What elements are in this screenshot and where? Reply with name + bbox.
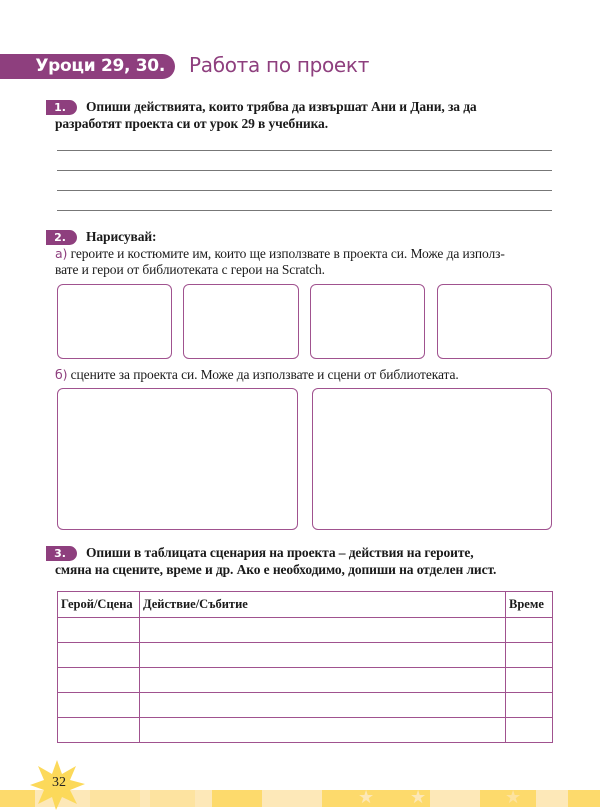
cell-time[interactable] <box>506 643 553 668</box>
footer-decorative-band <box>0 790 600 807</box>
column-header-hero-scene: Герой/Сцена <box>58 592 140 618</box>
column-header-action-event: Действие/Събитие <box>140 592 506 618</box>
task-1-text-line2: разработят проекта си от урок 29 в учебника. <box>55 116 328 131</box>
cell-hero-scene[interactable] <box>58 618 140 643</box>
task-1-text-line1: Опиши действията, които трябва да извършат Ани и Дани, за да <box>86 99 477 114</box>
scenario-table <box>57 591 553 743</box>
part-a-letter: а) <box>55 246 68 261</box>
part-b-letter: б) <box>55 367 68 382</box>
task-2-badge: 2. <box>46 230 77 245</box>
part-a-text: героите и костюмите им, които ще използвате в проекта си. Може да използ- <box>67 246 505 261</box>
scene-drawing-box-2[interactable] <box>312 388 552 530</box>
band-star-icon: ★ <box>505 790 522 807</box>
task-2-heading: Нарисувай: <box>86 229 157 244</box>
scene-drawing-box-1[interactable] <box>57 388 298 530</box>
answer-line-3[interactable] <box>57 190 552 191</box>
task-3-badge: 3. <box>46 546 77 561</box>
cell-time[interactable] <box>506 718 553 743</box>
cell-action-event[interactable] <box>140 693 506 718</box>
answer-line-2[interactable] <box>57 170 552 171</box>
cell-time[interactable] <box>506 618 553 643</box>
cell-hero-scene[interactable] <box>58 643 140 668</box>
cell-hero-scene[interactable] <box>58 668 140 693</box>
page-number: 32 <box>52 775 66 790</box>
answer-line-4[interactable] <box>57 210 552 211</box>
answer-line-1[interactable] <box>57 150 552 151</box>
cell-time[interactable] <box>506 693 553 718</box>
cell-time[interactable] <box>506 668 553 693</box>
table-row <box>58 643 553 668</box>
hero-drawing-box-2[interactable] <box>183 284 299 359</box>
task-2b-text <box>55 367 459 383</box>
task-3-text-line1: Опиши в таблицата сценария на проекта – действия на героите, <box>86 545 474 560</box>
cell-action-event[interactable] <box>140 668 506 693</box>
table-row <box>58 693 553 718</box>
hero-drawing-box-3[interactable] <box>310 284 425 359</box>
table-row <box>58 618 553 643</box>
cell-action-event[interactable] <box>140 718 506 743</box>
task-2a-text-line2: вате и герои от библиотеката с герои на Scratch. <box>55 262 325 277</box>
task-2a-text-line1 <box>55 246 505 262</box>
cell-hero-scene[interactable] <box>58 693 140 718</box>
band-star-icon: ★ <box>358 790 375 807</box>
cell-action-event[interactable] <box>140 643 506 668</box>
page-title: Работа по проект <box>189 53 370 77</box>
hero-drawing-box-1[interactable] <box>57 284 172 359</box>
cell-action-event[interactable] <box>140 618 506 643</box>
table-row <box>58 668 553 693</box>
band-star-icon: ★ <box>410 790 427 807</box>
part-b-text: сцените за проекта си. Може да използвате и сцени от библиотеката. <box>67 367 459 382</box>
task-1-badge: 1. <box>46 100 77 115</box>
table-header-row <box>58 592 553 618</box>
table-row <box>58 718 553 743</box>
column-header-time: Време <box>506 592 553 618</box>
hero-drawing-box-4[interactable] <box>437 284 552 359</box>
lesson-label: Уроци 29, 30. <box>0 54 175 79</box>
task-3-text-line2: смяна на сцените, време и др. Ако е необходимо, допиши на отделен лист. <box>55 562 497 577</box>
cell-hero-scene[interactable] <box>58 718 140 743</box>
